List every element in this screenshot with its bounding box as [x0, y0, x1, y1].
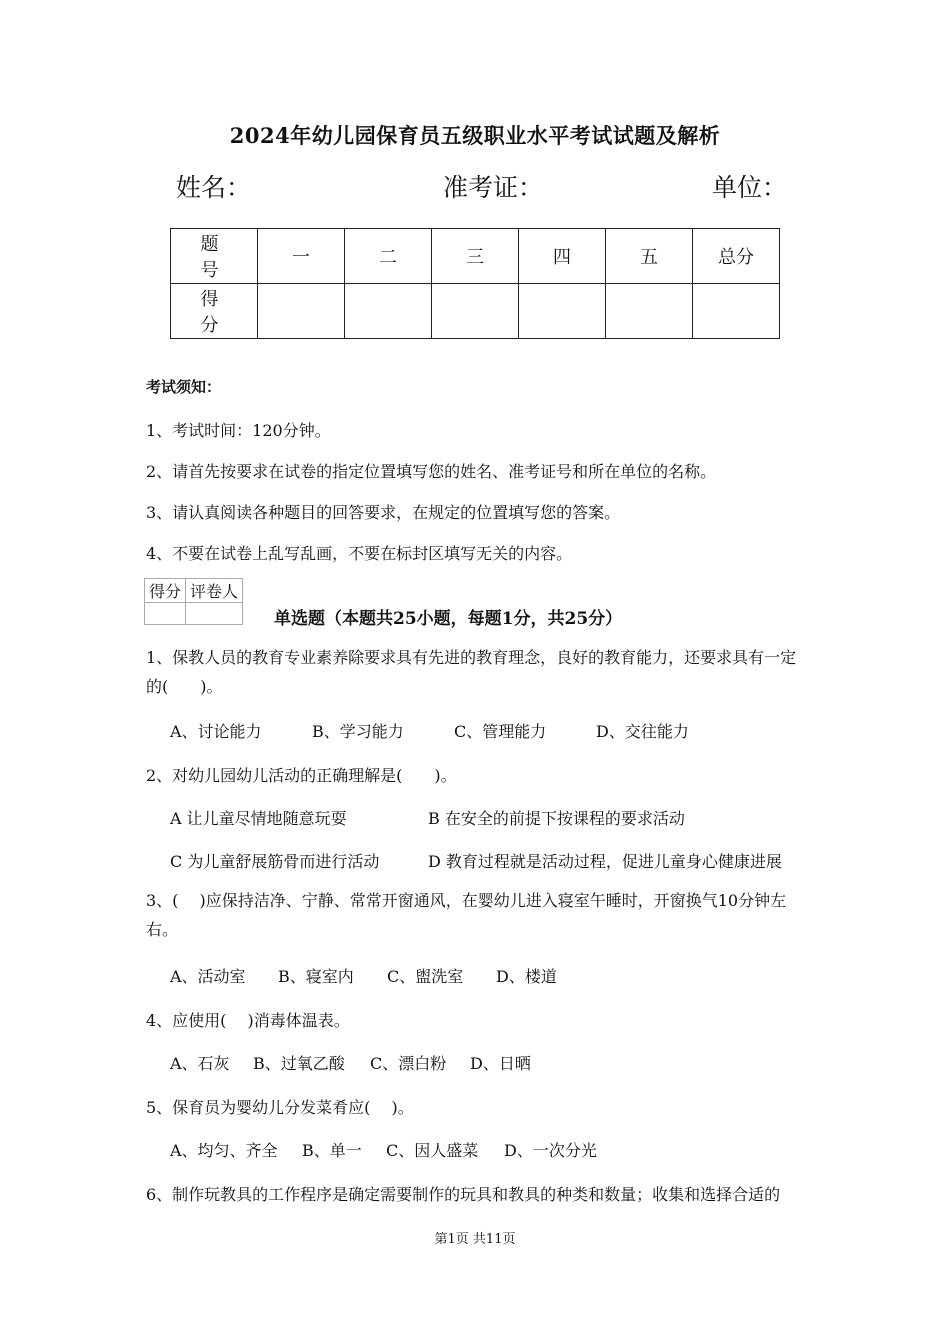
question-option: C、漂白粉: [370, 1054, 447, 1073]
question-option: D 教育过程就是活动过程，促进儿童身心健康进展: [428, 852, 782, 871]
question-stem: 1、保教人员的教育专业素养除要求具有先进的教育理念，良好的教育能力，还要求具有一定的( )。: [146, 648, 797, 696]
question-option: C、盥洗室: [387, 967, 464, 986]
notice-item: 3、请认真阅读各种题目的回答要求，在规定的位置填写您的答案。: [146, 503, 621, 522]
section-title: 单选题（本题共25小题，每题1分，共25分）: [274, 609, 623, 629]
score-table-header-cell: 二: [345, 229, 432, 284]
score-cell[interactable]: [432, 284, 519, 339]
question-option: B、学习能力: [312, 722, 404, 741]
score-table-header-label: 题 号: [171, 229, 258, 284]
question-stem: 3、( )应保持洁净、宁静、常常开窗通风，在婴幼儿进入寝室午睡时，开窗换气10分钟左右。: [146, 891, 787, 939]
question-stem: 5、保育员为婴幼儿分发菜肴应( )。: [146, 1098, 414, 1117]
question-stem: 6、制作玩教具的工作程序是确定需要制作的玩具和教具的种类和数量；收集和选择合适的: [146, 1185, 781, 1204]
score-table-header-cell: 一: [258, 229, 345, 284]
score-cell[interactable]: [519, 284, 606, 339]
grader-reviewer-cell[interactable]: [186, 603, 243, 625]
question-option: B 在安全的前提下按课程的要求活动: [428, 809, 685, 828]
question-option: C、管理能力: [454, 722, 547, 741]
score-cell[interactable]: [693, 284, 780, 339]
question-option: A、均匀、齐全: [170, 1141, 278, 1160]
score-table-header-cell: 总分: [693, 229, 780, 284]
grader-score-label: 得分: [145, 579, 186, 603]
notice-item: 2、请首先按要求在试卷的指定位置填写您的姓名、准考证号和所在单位的名称。: [146, 462, 717, 481]
question-option: A、讨论能力: [170, 722, 262, 741]
question-option: D、楼道: [496, 967, 557, 986]
score-table-header-cell: 四: [519, 229, 606, 284]
score-cell[interactable]: [606, 284, 693, 339]
question-option: A、活动室: [170, 967, 246, 986]
question-option: D、交往能力: [596, 722, 689, 741]
score-table-score-row: [171, 284, 780, 339]
name-field-label: 姓名：: [176, 173, 252, 202]
page-footer: 第1页 共11页: [434, 1232, 516, 1247]
document-title: 2024年幼儿园保育员五级职业水平考试试题及解析: [229, 123, 721, 148]
score-table-header-cell: 三: [432, 229, 519, 284]
score-table-header-row: [171, 229, 780, 284]
score-cell[interactable]: [345, 284, 432, 339]
exam-id-field-label: 准考证：: [443, 173, 544, 202]
question-option: A 让儿童尽情地随意玩耍: [170, 809, 347, 828]
score-cell[interactable]: [258, 284, 345, 339]
score-table: [170, 228, 780, 339]
grader-score-cell[interactable]: [145, 603, 186, 625]
question-option: C 为儿童舒展筋骨而进行活动: [170, 852, 380, 871]
unit-field-label: 单位：: [712, 173, 788, 202]
question-option: B、单一: [302, 1141, 362, 1160]
question-option: C、因人盛菜: [386, 1141, 479, 1160]
question-option: B、寝室内: [278, 967, 354, 986]
notice-item: 1、考试时间：120分钟。: [146, 421, 331, 440]
question-option: A、石灰: [170, 1054, 230, 1073]
notice-item: 4、不要在试卷上乱写乱画，不要在标封区填写无关的内容。: [146, 544, 573, 563]
notice-title: 考试须知：: [146, 378, 222, 396]
question-option: D、一次分光: [504, 1141, 597, 1160]
question-option: D、日晒: [470, 1054, 531, 1073]
question-option: B、过氧乙酸: [253, 1054, 345, 1073]
score-row-label: 得 分: [171, 284, 258, 339]
score-table-header-cell: 五: [606, 229, 693, 284]
question-stem: 4、应使用( )消毒体温表。: [146, 1011, 350, 1030]
grader-box: [144, 578, 243, 625]
grader-reviewer-label: 评卷人: [186, 579, 243, 603]
question-stem: 2、对幼儿园幼儿活动的正确理解是( )。: [146, 766, 457, 785]
